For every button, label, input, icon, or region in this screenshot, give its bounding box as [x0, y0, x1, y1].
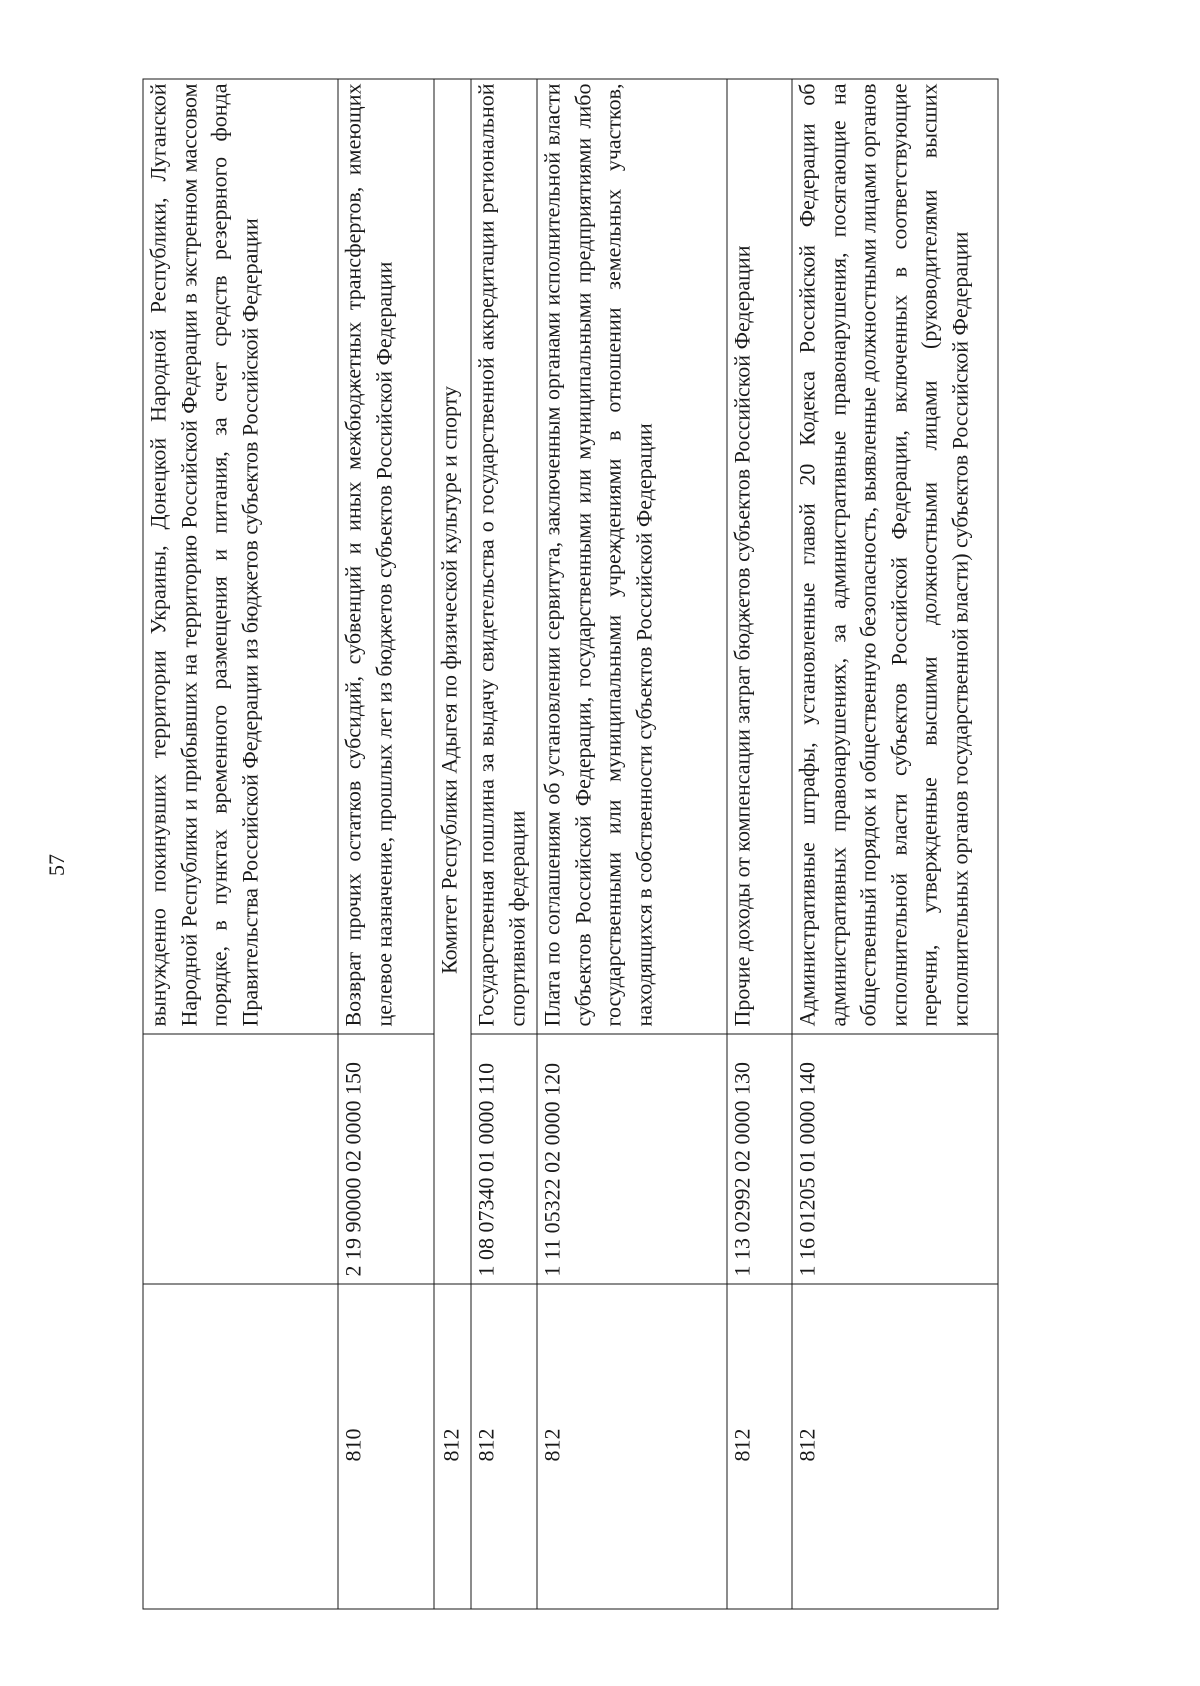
table-row	[792, 79, 998, 1609]
revenue-code-cell	[143, 1034, 338, 1284]
table-row	[143, 79, 338, 1609]
admin-code-cell: 812	[434, 1284, 471, 1609]
table-row	[537, 79, 727, 1609]
admin-code-cell: 812	[727, 1284, 792, 1609]
revenue-name-cell: Государственная пошлина за выдачу свидетельства о государственной аккредитации региональной спортивной федерации	[471, 79, 537, 1034]
table-row	[471, 79, 537, 1609]
section-row	[434, 79, 471, 1609]
revenue-name-cell: Плата по соглашениям об установлении сервитута, заключенным органами исполнительной власти субъектов Российской Федерации, государственными или муниципальными предприятиями либо государственными или муниципальными учреждениями в отношении земельных участков, находящихся в собственности субъектов Российской Федерации	[537, 79, 727, 1034]
revenue-name-cell: вынужденно покинувших территории Украины, Донецкой Народной Республики, Луганской Народной Республики и прибывших на территорию Российской Федерации в экстренном массовом порядке, в пунктах временного размещения и питания, за счет средств резервного фонда Правительства Российской Федерации из бюджетов субъектов Российской Федерации	[143, 79, 338, 1034]
revenue-code-cell: 1 16 01205 01 0000 140	[792, 1034, 998, 1284]
revenue-table	[143, 79, 999, 1610]
table-row	[727, 79, 792, 1609]
admin-code-cell: 810	[338, 1284, 434, 1609]
revenue-code-cell: 1 13 02992 02 0000 130	[727, 1034, 792, 1284]
section-title: Комитет Республики Адыгея по физической культуре и спорту	[434, 79, 471, 1284]
revenue-name-cell: Административные штрафы, установленные главой 20 Кодекса Российской Федерации об административных правонарушениях, за административные правонарушения, посягающие на общественный порядок и общественную безопасность, выявленные должностными лицами органов исполнительной власти субъектов Российской Федерации, включенных в соответствующие перечни, утвержденные высшими должностными лицами (руководителями высших исполнительных органов государственной власти) субъектов Российской Федерации	[792, 79, 998, 1034]
revenue-code-cell: 2 19 90000 02 0000 150	[338, 1034, 434, 1284]
admin-code-cell: 812	[471, 1284, 537, 1609]
page-number: 57	[44, 854, 69, 876]
revenue-code-cell: 1 11 05322 02 0000 120	[537, 1034, 727, 1284]
admin-code-cell: 812	[792, 1284, 998, 1609]
revenue-name-cell: Возврат прочих остатков субсидий, субвенций и иных межбюджетных трансфертов, имеющих целевое назначение, прошлых лет из бюджетов субъектов Российской Федерации	[338, 79, 434, 1034]
table-row	[338, 79, 434, 1609]
admin-code-cell	[143, 1284, 338, 1609]
revenue-code-cell: 1 08 07340 01 0000 110	[471, 1034, 537, 1284]
revenue-name-cell: Прочие доходы от компенсации затрат бюджетов субъектов Российской Федерации	[727, 79, 792, 1034]
admin-code-cell: 812	[537, 1284, 727, 1609]
rotated-table-container	[143, 80, 998, 1610]
